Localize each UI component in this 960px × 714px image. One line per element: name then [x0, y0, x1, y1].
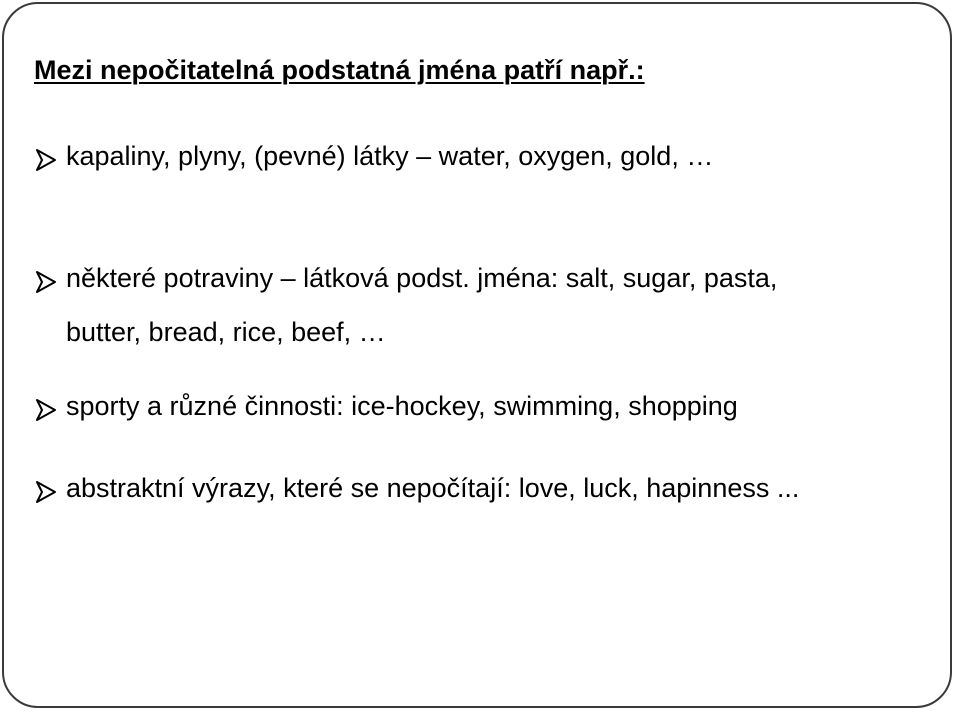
slide-heading: Mezi nepočitatelná podstatná jména patří např.:	[34, 55, 645, 85]
bullet-text: abstraktní výrazy, které se nepočítají: love, luck, hapinness ...	[66, 473, 800, 503]
bullet-text-block	[66, 263, 777, 348]
bullet-item-sports	[34, 391, 738, 422]
arrowhead-bullet-icon	[34, 148, 58, 172]
slide-frame	[2, 2, 952, 708]
bullet-text: sporty a různé činnosti: ice-hockey, swimming, shopping	[66, 391, 738, 421]
bullet-item-foods	[34, 263, 777, 348]
arrowhead-bullet-icon	[34, 270, 58, 294]
arrowhead-bullet-icon	[34, 398, 58, 422]
bullet-item-liquids-gases	[34, 141, 713, 172]
bullet-text-line-1: některé potraviny – látková podst. jména: salt, sugar, pasta,	[66, 263, 778, 293]
bullet-text-line-2: butter, bread, rice, beef, …	[66, 317, 386, 348]
arrowhead-bullet-icon	[34, 480, 58, 504]
bullet-text: kapaliny, plyny, (pevné) látky – water, oxygen, gold, …	[66, 141, 714, 171]
bullet-item-abstract	[34, 473, 799, 504]
